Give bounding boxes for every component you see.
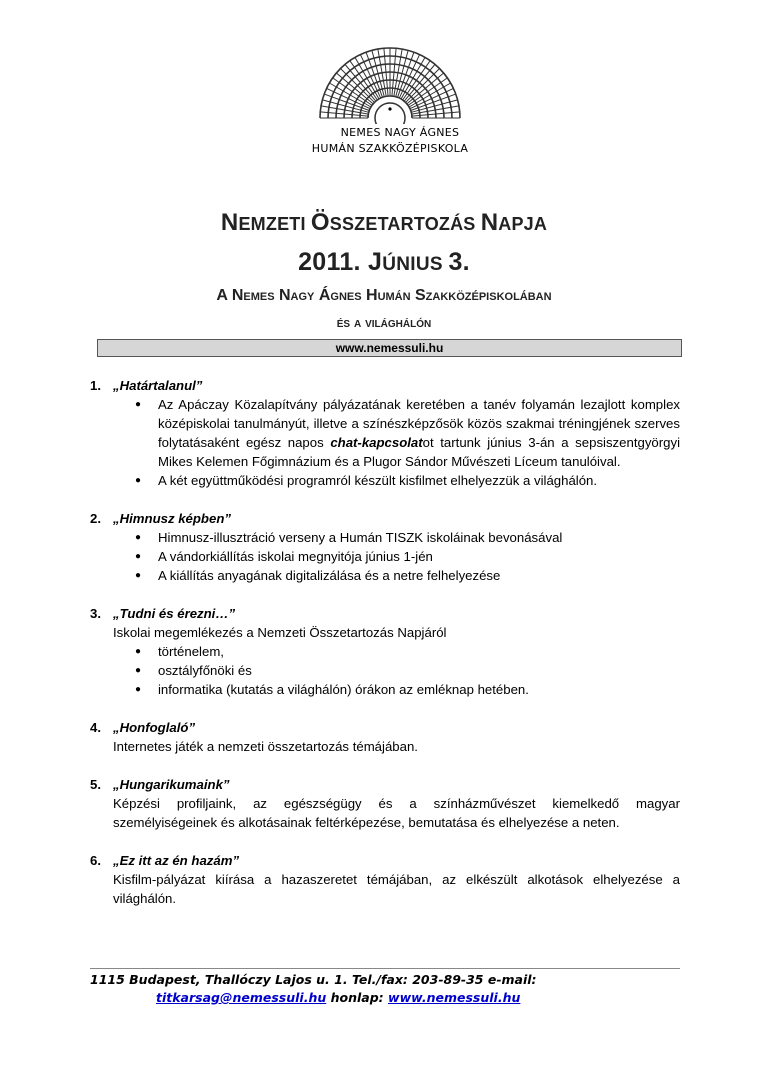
website-bar[interactable]: www.nemessuli.hu: [97, 339, 682, 357]
logo-school-name-line1: NEMES NAGY ÁGNES: [340, 126, 460, 139]
footer-address: 1115 Budapest, Thallóczy Lajos u. 1. Tel./fax: 203-89-35 e-mail:: [90, 972, 537, 987]
event-date: 2011. JÚNIUS 3.: [298, 248, 470, 276]
bullet-item: ● osztályfőnöki és: [135, 661, 680, 680]
list-item: 1. „Határtalanul” ● Az Apáczay Közalapítvány pályázatának keretében a tanév folyamán lezajlott komplex középiskolai tanulmányút, illetve a színészképzősök közös szakmai tréningjének szerves folytatásaként egész napos chat-kapcsolatot tartunk június 3-án a sepsiszentgyörgyi Mikes Kelemen Főgimnázium és a Plugor Sándor Művészeti Líceum tanulóival. ● A két együttműködési programról készült kisfilmet elhelyezzük a világhálón.: [90, 376, 680, 490]
item-text: Internetes játék a nemzeti összetartozás témájában.: [113, 739, 418, 754]
subtitle-line1: A Nemes Nagy Ágnes Humán Szakközépiskolában: [216, 287, 552, 304]
page-title: NEMZETI ÖSSZETARTOZÁS NAPJA: [220, 209, 548, 236]
logo-school-name-line2: HUMÁN SZAKKÖZÉPISKOLA: [311, 142, 469, 155]
item-text: Kisfilm-pályázat kiírása a hazaszeretet témájában, az elkészült alkotások elhelyezése a világhálón.: [113, 872, 680, 906]
item-text: Képzési profiljaink, az egészségügy és a színházművészet kiemelkedő magyar személyiségeinek és alkotásainak feltérképezése, bemutatása és elhelyezése a neten.: [113, 796, 680, 830]
email-link[interactable]: titkarsag@nemessuli.hu: [156, 990, 327, 1005]
bullet-item: ● A két együttműködési programról készült kisfilmet elhelyezzük a világhálón.: [135, 471, 680, 490]
footer: 1115 Budapest, Thallóczy Lajos u. 1. Tel./fax: 203-89-35 e-mail: titkarsag@nemessuli.hu honlap: www.nemessuli.hu: [90, 971, 680, 1007]
bullet-item: ● informatika (kutatás a világhálón) órákon az emléknap hetében.: [135, 680, 680, 699]
footer-divider: [90, 968, 680, 969]
school-logo: [300, 44, 480, 166]
program-list: [90, 376, 680, 927]
item-title: „Hungarikumaink”: [113, 777, 230, 792]
item-title: „Himnusz képben”: [113, 511, 231, 526]
amphitheater-logo-icon: [300, 44, 480, 124]
list-item: 3. „Tudni és érezni…” Iskolai megemlékezés a Nemzeti Összetartozás Napjáról ● történelem, ● osztályfőnöki és ● informatika (kutatás a világhálón) órákon az emléknap hetében.: [90, 604, 680, 699]
item-title: „Honfoglaló”: [113, 720, 196, 735]
item-title: „Tudni és érezni…”: [113, 606, 236, 621]
item-text: Iskolai megemlékezés a Nemzeti Összetartozás Napjáról: [113, 625, 447, 640]
bullet-item: ● A vándorkiállítás iskolai megnyitója június 1-jén: [135, 547, 680, 566]
list-item: 2. „Himnusz képben” ● Himnusz-illusztráció verseny a Humán TISZK iskoláinak bevonásával ● A vándorkiállítás iskolai megnyitója június 1-jén ● A kiállítás anyagának digitalizálása és a netre felhelyezése: [90, 509, 680, 585]
bullet-item: ● Himnusz-illusztráció verseny a Humán TISZK iskoláinak bevonásával: [135, 528, 680, 547]
bullet-item: ● Az Apáczay Közalapítvány pályázatának keretében a tanév folyamán lezajlott komplex középiskolai tanulmányút, illetve a színészképzősök közös szakmai tréningjének szerves folytatásaként egész napos chat-kapcsolatot tartunk június 3-án a sepsiszentgyörgyi Mikes Kelemen Főgimnázium és a Plugor Sándor Művészeti Líceum tanulóival.: [135, 395, 680, 471]
subtitle-line2: és a világhálón: [336, 314, 432, 330]
item-title: „Határtalanul”: [113, 378, 203, 393]
bullet-item: ● történelem,: [135, 642, 680, 661]
homepage-link[interactable]: www.nemessuli.hu: [388, 990, 521, 1005]
list-item: 6. „Ez itt az én hazám” Kisfilm-pályázat kiírása a hazaszeretet témájában, az elkészült alkotások elhelyezése a világhálón.: [90, 853, 680, 906]
list-item: 4. „Honfoglaló” Internetes játék a nemzeti összetartozás témájában.: [90, 718, 680, 756]
bullet-item: ● A kiállítás anyagának digitalizálása és a netre felhelyezése: [135, 566, 680, 585]
item-title: „Ez itt az én hazám”: [113, 853, 240, 868]
list-item: 5. „Hungarikumaink” Képzési profiljaink, az egészségügy és a színházművészet kiemelkedő magyar személyiségeinek és alkotásainak feltérképezése, bemutatása és elhelyezése a neten.: [90, 777, 680, 830]
